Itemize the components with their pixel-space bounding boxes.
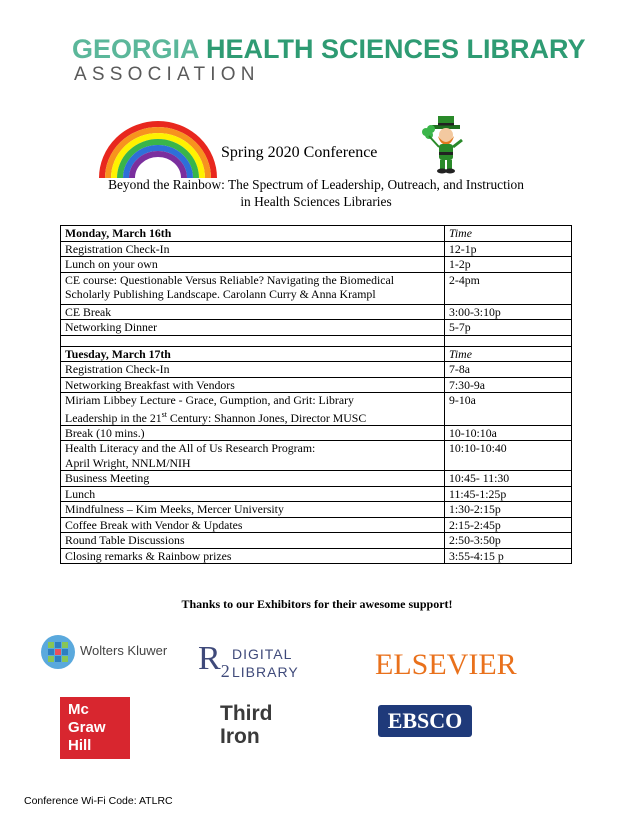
event-cell: [61, 441, 445, 471]
table-row: [61, 304, 572, 320]
mcgraw-line-1: Mc: [68, 701, 89, 718]
event-line: Scholarly Publishing Landscape. Carolann Curry & Anna Krampl: [65, 287, 376, 301]
event-line: Health Literacy and the All of Us Research Program:: [65, 441, 316, 456]
time-cell: 7-8a: [445, 362, 572, 378]
conference-theme: [60, 176, 572, 210]
event-text: Leadership in the 21: [65, 410, 162, 425]
table-row: [61, 346, 572, 362]
ordinal-suffix: st: [161, 409, 167, 419]
time-cell: 5-7p: [445, 320, 572, 336]
org-subtitle: ASSOCIATION: [74, 64, 260, 85]
time-cell: 11:45-1:25p: [445, 486, 572, 502]
time-cell: 7:30-9a: [445, 377, 572, 393]
theme-line-2: in Health Sciences Libraries: [240, 194, 392, 209]
time-cell: 10:10-10:40: [445, 441, 572, 471]
event-text: Century: Shannon Jones, Director MUSC: [166, 410, 367, 425]
table-row: [61, 425, 572, 441]
time-cell: 2:50-3:50p: [445, 533, 572, 549]
r2-library-text: LIBRARY: [232, 664, 299, 680]
event-line: CE course: Questionable Versus Reliable? Navigating the Biomedical: [65, 272, 395, 287]
time-cell: 3:55-4:15 p: [445, 548, 572, 564]
event-cell: Lunch: [61, 486, 445, 502]
ebsco-logo: EBSCO: [378, 705, 472, 737]
event-cell: Break (10 mins.): [61, 425, 445, 441]
event-cell: [61, 272, 445, 304]
leprechaun-icon: [418, 114, 474, 174]
time-cell: 12-1p: [445, 241, 572, 257]
schedule-table: [60, 225, 572, 564]
event-line: [65, 408, 440, 425]
wolters-kluwer-text: Wolters Kluwer: [80, 643, 168, 658]
table-row: [61, 441, 572, 471]
time-header: Time: [445, 226, 572, 242]
table-row: [61, 517, 572, 533]
event-cell: Lunch on your own: [61, 257, 445, 273]
table-row: [61, 486, 572, 502]
event-cell: Registration Check-In: [61, 241, 445, 257]
r2-digital-library-logo: [198, 640, 308, 686]
third-text: Third: [220, 702, 273, 725]
table-row: [61, 226, 572, 242]
table-row: [61, 272, 572, 304]
time-cell: 1:30-2:15p: [445, 502, 572, 518]
org-title: [72, 34, 586, 65]
wolters-kluwer-logo: [40, 634, 190, 670]
spacer-row: [61, 335, 572, 346]
r2-digital-text: DIGITAL: [232, 646, 293, 662]
time-cell: 2-4pm: [445, 272, 572, 304]
table-row: [61, 257, 572, 273]
table-row: [61, 548, 572, 564]
time-cell: 3:00-3:10p: [445, 304, 572, 320]
org-title-hsl: HEALTH SCIENCES LIBRARY: [206, 34, 586, 64]
mcgraw-line-3: Hill: [68, 737, 92, 754]
thanks-text: Thanks to our Exhibitors for their awesome support!: [181, 597, 453, 611]
mcgraw-line-2: Graw: [68, 719, 106, 736]
tuesday-heading: Tuesday, March 17th: [61, 346, 445, 362]
event-line: Miriam Libbey Lecture - Grace, Gumption, and Grit: Library: [65, 393, 354, 407]
event-cell: Registration Check-In: [61, 362, 445, 378]
event-cell: CE Break: [61, 304, 445, 320]
r2-mark: $R_2$: [198, 640, 230, 681]
org-title-georgia: GEORGIA: [72, 34, 199, 64]
time-header: Time: [445, 346, 572, 362]
table-row: [61, 533, 572, 549]
event-cell: [61, 393, 445, 426]
monday-heading: Monday, March 16th: [61, 226, 445, 242]
event-cell: Networking Breakfast with Vendors: [61, 377, 445, 393]
table-row: [61, 393, 572, 426]
time-cell: 1-2p: [445, 257, 572, 273]
table-row: [61, 502, 572, 518]
table-row: [61, 362, 572, 378]
event-cell: Mindfulness – Kim Meeks, Mercer University: [61, 502, 445, 518]
wolters-kluwer-icon: [40, 634, 76, 670]
time-cell: 9-10a: [445, 393, 572, 426]
wifi-code: Conference Wi-Fi Code: ATLRC: [24, 795, 173, 807]
event-cell: Coffee Break with Vendor & Updates: [61, 517, 445, 533]
third-iron-logo: [220, 702, 273, 748]
time-cell: 10-10:10a: [445, 425, 572, 441]
theme-line-1: Beyond the Rainbow: The Spectrum of Leadership, Outreach, and Instruction: [108, 177, 524, 192]
event-cell: Closing remarks & Rainbow prizes: [61, 548, 445, 564]
table-row: [61, 377, 572, 393]
event-line: April Wright, NNLM/NIH: [65, 455, 191, 470]
iron-text: Iron: [220, 725, 260, 748]
table-row: [61, 320, 572, 336]
elsevier-logo: ELSEVIER: [375, 648, 517, 681]
rainbow-icon: [96, 118, 220, 180]
time-cell: 2:15-2:45p: [445, 517, 572, 533]
conference-title: Spring 2020 Conference: [221, 144, 378, 161]
table-row: [61, 471, 572, 487]
mcgraw-hill-logo: [60, 697, 130, 759]
time-cell: 10:45- 11:30: [445, 471, 572, 487]
event-cell: Networking Dinner: [61, 320, 445, 336]
event-cell: Business Meeting: [61, 471, 445, 487]
event-cell: Round Table Discussions: [61, 533, 445, 549]
table-row: [61, 241, 572, 257]
